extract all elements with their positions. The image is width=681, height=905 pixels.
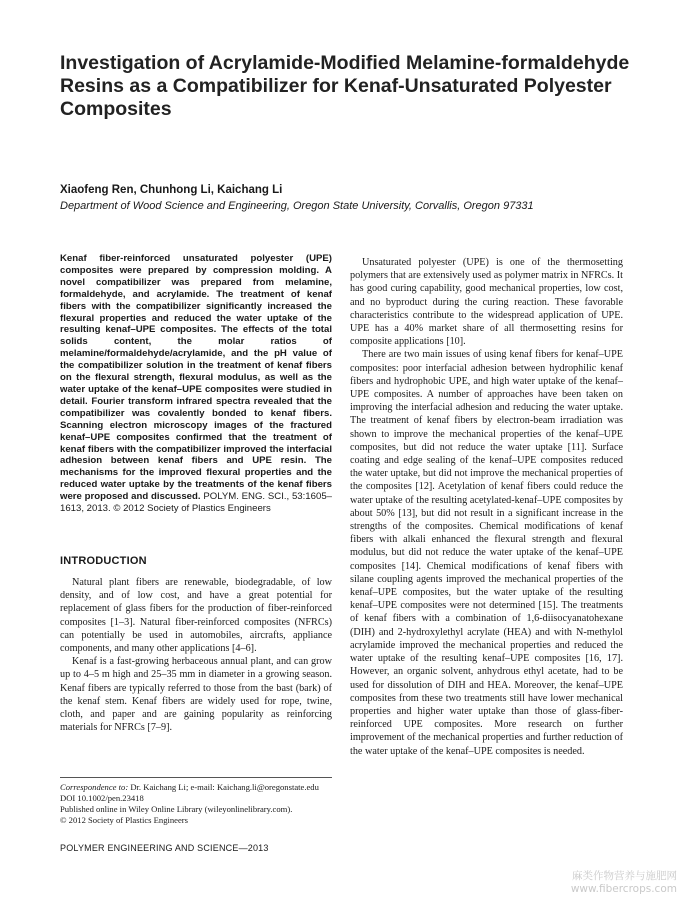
site-watermark bbox=[571, 870, 677, 896]
journal-footer: POLYMER ENGINEERING AND SCIENCE—2013 bbox=[60, 843, 269, 853]
introduction-body bbox=[60, 576, 332, 734]
intro-paragraph: Kenaf is a fast-growing herbaceous annual plant, and can grow up to 4–5 m high and 25–35 mm in diameter in a growing season. Kenaf fibers are typically referred to those from the bast (bark) of the kenaf stem. Kenaf fibers are widely used for rope, twine, cloth, and paper and are gaining popularity as reinforcing materials for NFRCs [7–9]. bbox=[60, 656, 332, 734]
published-line: Published online in Wiley Online Library (wileyonlinelibrary.com). bbox=[60, 804, 293, 814]
abstract-citation: POLYM. ENG. SCI., 53:1605–1613, 2013. © 2012 Society of Plastics Engineers bbox=[60, 491, 332, 515]
article-title: Investigation of Acrylamide-Modified Melamine-formaldehyde Resins as a Compatibilizer for Kenaf-Unsaturated Polyester Composites bbox=[60, 52, 630, 120]
author-list: Xiaofeng Ren, Chunhong Li, Kaichang Li bbox=[60, 184, 283, 196]
watermark-line-1: 麻类作物营养与施肥网 bbox=[572, 870, 677, 882]
abstract bbox=[60, 253, 332, 515]
left-column bbox=[60, 253, 332, 734]
intro-paragraph: Natural plant fibers are renewable, biodegradable, of low density, and of low cost, and have a great potential for replacement of glass fibers for the production of fiber-reinforced composites [1–3]. Natural fiber-reinforced composites (NFRCs) can potentially be used in automobiles, aircrafts, appliance components, and many other applications [4–6]. bbox=[60, 576, 332, 654]
introduction-heading: INTRODUCTION bbox=[60, 554, 147, 567]
body-paragraph: There are two main issues of using kenaf fibers for kenaf–UPE composites: poor interfacial adhesion between hydrophilic kenaf fibers and hydrophobic UPE, and high water uptake of the kenaf–UPE composites. A number of approaches have been taken on improving the interfacial adhesion and reducing the water uptake. The treatment of kenaf fibers by electron-beam irradiation was shown to improve the mechanical properties of the kenaf–UPE composites, but did not reduce the water uptake [11]. Surface coating and edge sealing of the kenaf–UPE composites reduced the water uptake, but did not improve the mechanical properties of the composites [12]. Acetylation of kenaf fibers could reduce the water uptake of the resulting acetylated-kenaf–UPE composites by about 50% [13], but did not result in a significant increase in the strengths of the composites. Chemical modifications of kenaf fibers with alkali enhanced the flexural strength and flexural modulus, but did not reduce the water uptake of the kenaf–UPE composites [14]. Chemical modifications of kenaf fibers with silane coupling agents improved the mechanical properties of the kenaf–UPE composites, but the water uptake of the resulting kenaf–UPE composites were not determined [15]. The treatments of kenaf fibers with a combination of 1,6-diisocyanatohexane (DIH) and 2-hydroxylethyl acrylate (HEA) and with N-methylol acrylamide improved the mechanical properties and reduced the water uptake of the resulting kenaf–UPE composites [16, 17]. However, an organic solvent, anhydrous ethyl acetate, had to be used for dissolution of DIH and HEA. Moreover, the kenaf–UPE composites from these two treatments still have lower mechanical properties and higher water uptake than those of glass-fiber-reinforced UPE composites. More research on further improvement of the mechanical properties and further reduction of the water uptake of the kenaf–UPE composites is needed. bbox=[350, 349, 623, 757]
body-paragraph: Unsaturated polyester (UPE) is one of the thermosetting polymers that are extensively used as polymer matrix in NFRCs. It has good curing capability, good mechanical properties, low cost, and no byproduct during the curing reaction. These favorable characteristics contribute to the widespread application of UPE. UPE has a 40% market share of all thermosetting resins for composite applications [10]. bbox=[350, 257, 623, 348]
correspondence-line bbox=[60, 782, 332, 793]
watermark-line-2: www.fibercrops.com bbox=[570, 883, 677, 895]
correspondence-label: Correspondence to: bbox=[60, 782, 129, 792]
correspondence-text: Dr. Kaichang Li; e-mail: Kaichang.li@oregonstate.edu bbox=[130, 782, 319, 792]
copyright-line: © 2012 Society of Plastics Engineers bbox=[60, 815, 189, 825]
author-affiliation: Department of Wood Science and Engineering, Oregon State University, Corvallis, Oregon 97331 bbox=[60, 200, 534, 212]
doi-line: DOI 10.1002/pen.23418 bbox=[60, 793, 144, 803]
footnote-block bbox=[60, 777, 332, 826]
right-column bbox=[350, 256, 623, 758]
abstract-text: Kenaf fiber-reinforced unsaturated polyester (UPE) composites were prepared by compression molding. A novel compatibilizer was prepared from melamine, formaldehyde, and acrylamide. The treatment of kenaf fibers with the compatibilizer significantly increased the flexural properties and reduced the water uptake of the resulting kenaf–UPE composites. The effects of the total solids content, the molar ratios of melamine/formaldehyde/acrylamide, and the pH value of the compatibilizer solution in the treatment of kenaf fibers on the flexural strength, flexural modulus, as well as the water uptake of the kenaf–UPE composites were studied in detail. Fourier transform infrared spectra revealed that the compatibilizer was covalently bonded to kenaf fibers. Scanning electron microscopy images of the fractured kenaf–UPE composites confirmed that the treatment of kenaf fibers with the compatibilizer improved the interfacial adhesion between kenaf fibers and UPE resin. The mechanisms for the improved flexural properties and the reduced water uptake by the treatments of the kenaf fibers were proposed and discussed. bbox=[60, 253, 332, 503]
